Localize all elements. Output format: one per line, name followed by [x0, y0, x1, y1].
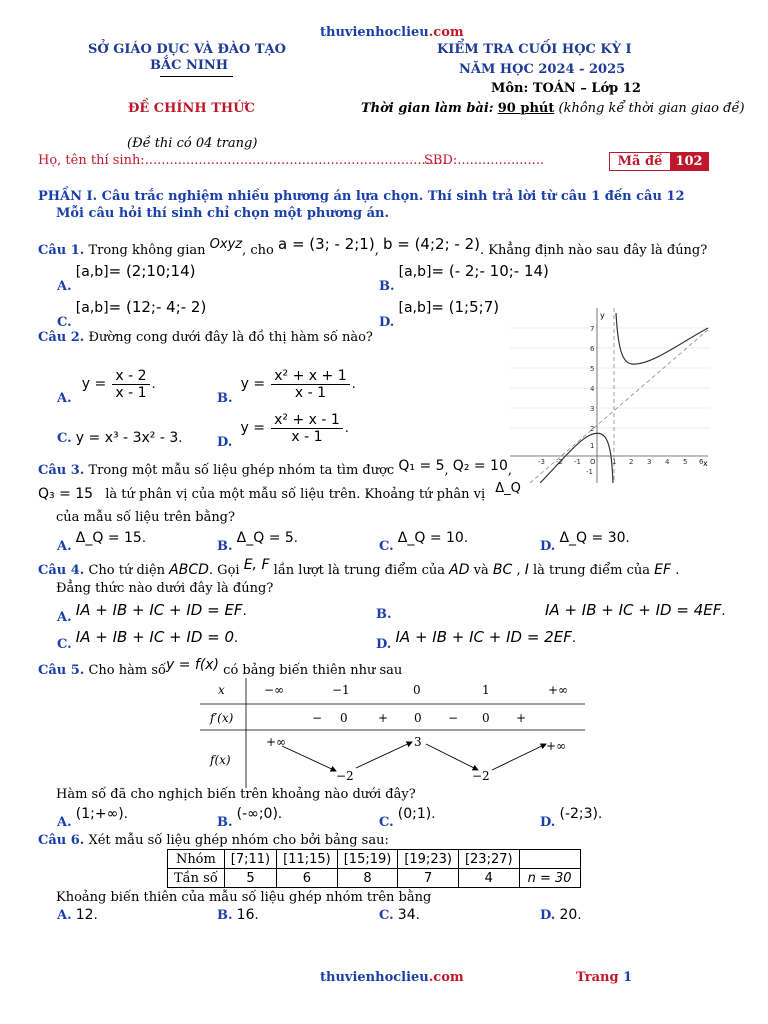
- subject-line: Môn: TOÁN – Lớp 12: [491, 81, 641, 96]
- time-value: 90 phút: [497, 101, 555, 116]
- q6-question: Khoảng biến thiên của mẫu số liệu ghép nhóm trên bằng: [56, 890, 432, 905]
- exam-code-value: 102: [670, 153, 708, 170]
- q5-text1: Cho hàm số: [88, 663, 166, 678]
- q3-q1: Q₁ = 5: [398, 458, 445, 474]
- table-cell: Nhóm: [168, 850, 225, 869]
- q2-text: Đường cong dưới đây là đồ thị hàm số nào?: [88, 330, 373, 345]
- q3-b-text: Δ_Q = 5: [236, 530, 294, 546]
- q5-b-text: (-∞;0): [236, 806, 278, 822]
- q1-d-prod: [a,b]: [398, 300, 432, 316]
- table-cell: [23;27): [458, 850, 519, 869]
- q4-text2: . Gọi: [208, 563, 240, 578]
- q1-c-prod: [a,b]: [75, 300, 109, 316]
- q4-efs: EF: [654, 562, 672, 578]
- q4-i: I: [524, 562, 529, 578]
- q4-b-letter: B.: [376, 607, 392, 622]
- vt-x-value: −1: [332, 683, 350, 697]
- q6-option-d[interactable]: D. 20.: [540, 907, 582, 923]
- q3-q2: Q₂ = 10: [452, 458, 508, 474]
- q3-text3: của mẫu số liệu trên bằng?: [56, 510, 235, 525]
- q2-option-b[interactable]: B. y = $\frac{\text{x² + x + 1}}{x - 1}$ .: [217, 368, 356, 406]
- vt-x-label: x: [218, 683, 225, 697]
- q1-c-text: = (12;- 4;- 2): [108, 298, 207, 316]
- q4-ef: E, F: [243, 557, 270, 573]
- q1-b-text: = (- 2;- 10;- 14): [431, 262, 549, 280]
- time-note: (không kể thời gian giao đề): [558, 101, 745, 116]
- q2-option-a[interactable]: A. y = $\frac{x - 2}{x - 1}$ .: [57, 368, 156, 406]
- x-tick: 1: [612, 458, 617, 466]
- vt-f-label: f(x): [210, 753, 231, 767]
- q3-text1: Trong một mẫu số liệu ghép nhóm ta tìm được: [88, 463, 395, 478]
- table-cell: 4: [458, 869, 519, 888]
- q1-text1: Trong không gian: [88, 243, 206, 258]
- q6-d-text: 20: [559, 907, 578, 923]
- footer-site[interactable]: [320, 970, 464, 985]
- vt-sign: −: [448, 711, 459, 725]
- q1-text3: . Khẳng định nào sau đây là đúng?: [479, 243, 708, 258]
- time-label: Thời gian làm bài:: [361, 101, 494, 116]
- x-tick: 3: [647, 458, 652, 466]
- vt-sign: −: [312, 711, 323, 725]
- q5-d-text: (-2;3): [559, 806, 598, 822]
- q5-label: Câu 5.: [38, 663, 85, 678]
- q6-a-letter: A.: [57, 908, 72, 923]
- x-tick: 4: [665, 458, 670, 466]
- question-6: [38, 833, 389, 848]
- right-branch-curve: [616, 313, 708, 364]
- q4-ad: AD: [449, 562, 470, 578]
- q1-b-letter: B.: [379, 279, 395, 294]
- q3-line2: [38, 481, 521, 502]
- q4-b-text: IA + IB + IC + ID = 4EF: [545, 601, 722, 619]
- q1-vector-b: b = (4;2; - 2): [382, 235, 480, 253]
- y-tick: -1: [586, 468, 593, 476]
- q4-text1: Cho tứ diện: [88, 563, 166, 578]
- x-tick: 6: [699, 458, 704, 466]
- q6-b-text: 16: [236, 907, 255, 923]
- x-tick: -1: [574, 458, 581, 466]
- q3-d-letter: D.: [540, 539, 556, 554]
- x-axis-label: x: [703, 459, 708, 468]
- part1-instruction: Mỗi câu hỏi thí sinh chỉ chọn một phương án.: [56, 206, 389, 221]
- q6-d-letter: D.: [540, 908, 556, 923]
- variation-table: [200, 678, 585, 788]
- site-name: thuvienhoclieu: [320, 25, 429, 40]
- table-cell: [15;19): [337, 850, 398, 869]
- q2-d-y: y =: [240, 420, 265, 436]
- q3-a-text: Δ_Q = 15: [75, 530, 142, 546]
- q1-a-text: = (2;10;14): [108, 262, 196, 280]
- page-number: [576, 970, 632, 985]
- q5-option-a[interactable]: A. (1;+∞).: [57, 806, 128, 830]
- q5-c-text: (0;1): [397, 806, 432, 822]
- province-underline: [160, 76, 233, 77]
- q6-b-letter: B.: [217, 908, 233, 923]
- table-row: [168, 869, 581, 888]
- q2-b-letter: B.: [217, 391, 233, 406]
- q3-label: Câu 3.: [38, 463, 85, 478]
- exam-code-box: [609, 152, 709, 171]
- q3-q3: Q₃ = 15: [38, 486, 94, 502]
- q3-text2: là tứ phân vị của một mẫu số liệu trên. Khoảng tứ phân vị: [105, 487, 486, 502]
- q6-option-a[interactable]: A. 12.: [57, 907, 98, 923]
- site-tld: .com: [428, 25, 464, 40]
- site-header[interactable]: [320, 25, 464, 40]
- q5-option-b[interactable]: B. (-∞;0).: [217, 806, 283, 830]
- q2-b-y: y =: [240, 376, 266, 392]
- vt-f-value: +∞: [266, 735, 287, 749]
- question-5: [38, 657, 403, 678]
- q1-option-b[interactable]: [379, 262, 549, 294]
- function-graph: [510, 308, 710, 483]
- q1-d-letter: D.: [379, 315, 395, 330]
- department-line: SỞ GIÁO DỤC VÀ ĐÀO TẠO: [88, 42, 286, 57]
- vt-f-value: 3: [414, 735, 422, 749]
- y-tick: 4: [590, 385, 595, 393]
- y-tick: 6: [590, 345, 595, 353]
- vt-arrow-up: [492, 744, 546, 770]
- q2-c-letter: C.: [57, 431, 72, 446]
- table-cell: [11;15): [277, 850, 338, 869]
- q5-option-d[interactable]: D. (-2;3).: [540, 806, 603, 830]
- q5-question: Hàm số đã cho nghịch biến trên khoảng nào dưới đây?: [56, 787, 416, 802]
- vt-f-value: −2: [472, 769, 490, 783]
- q6-option-b[interactable]: B. 16.: [217, 907, 259, 923]
- q3-c-letter: C.: [379, 539, 394, 554]
- province-line: BẮC NINH: [150, 58, 229, 73]
- q6-label: Câu 6.: [38, 833, 85, 848]
- footer-site-tld: .com: [428, 970, 464, 985]
- q4-c-text: IA + IB + IC + ID = 0: [75, 628, 235, 646]
- table-cell: [519, 850, 580, 869]
- q5-option-c[interactable]: C. (0;1).: [379, 806, 436, 830]
- q5-d-letter: D.: [540, 815, 556, 830]
- q2-option-d[interactable]: D. y = $\frac{\text{x² + x - 1}}{x - 1}$ .: [217, 412, 349, 450]
- pages-note: (Đề thi có 04 trang): [127, 136, 258, 151]
- question-4: Câu 4. Cho tứ diện ABCD. Gọi E, F lần lượt là trung điểm của AD và BC , I là trung điểm của EF .: [38, 557, 680, 578]
- q5-c-letter: C.: [379, 815, 394, 830]
- y-tick: 2: [590, 425, 595, 433]
- vt-x-value: 0: [413, 683, 421, 697]
- y-axis-label: y: [600, 311, 605, 320]
- q2-option-c[interactable]: C. y = x³ - 3x² - 3.: [57, 430, 183, 446]
- q1-text2: , cho: [242, 243, 274, 258]
- x-tick: -2: [556, 458, 563, 466]
- q1-space: Oxyz: [209, 237, 243, 252]
- y-tick: 1: [590, 442, 595, 450]
- vt-sign: 0: [340, 711, 348, 725]
- q4-text4: và: [473, 563, 489, 578]
- page-num: 1: [623, 970, 633, 985]
- q6-c-text: 34: [397, 907, 416, 923]
- q4-option-c[interactable]: C. IA + IB + IC + ID = 0.: [57, 628, 239, 652]
- q6-c-letter: C.: [379, 908, 394, 923]
- q5-text2: có bảng biến thiên như sau: [223, 663, 403, 678]
- q4-bc: BC: [492, 562, 513, 578]
- footer-site-name: thuvienhoclieu: [320, 970, 429, 985]
- official-label: ĐỀ CHÍNH THỨC: [128, 101, 255, 116]
- q6-text: Xét mẫu số liệu ghép nhóm cho bởi bảng sau:: [88, 833, 389, 848]
- q3-option-a[interactable]: A. Δ_Q = 15.: [57, 530, 146, 554]
- exam-code-label: Mã đề: [617, 154, 663, 169]
- q2-label: Câu 2.: [38, 330, 85, 345]
- q3-a-letter: A.: [57, 539, 72, 554]
- q1-vector-a: a = (3; - 2;1): [278, 235, 375, 253]
- x-tick: -3: [538, 458, 545, 466]
- exam-title: KIỂM TRA CUỐI HỌC KỲ I: [437, 42, 632, 57]
- q5-a-letter: A.: [57, 815, 72, 830]
- table-cell: [7;11): [224, 850, 276, 869]
- question-2: [38, 330, 373, 345]
- q4-abcd: ABCD: [169, 562, 209, 578]
- table-row: [168, 850, 581, 869]
- page-label: Trang: [576, 970, 619, 985]
- q1-option-d[interactable]: [379, 298, 500, 330]
- q2-a-den: x - 1: [115, 385, 147, 401]
- vt-fp-label: f′(x): [210, 711, 234, 725]
- q4-option-a[interactable]: A. IA + IB + IC + ID = EF.: [57, 601, 247, 625]
- vt-x-value: 1: [482, 683, 490, 697]
- time-line: [361, 101, 745, 116]
- q5-fx: y = f(x): [165, 657, 220, 673]
- vt-f-value: +∞: [546, 739, 567, 753]
- x-tick: 2: [629, 458, 634, 466]
- q1-b-prod: [a,b]: [398, 264, 432, 280]
- y-tick: 3: [590, 405, 595, 413]
- q1-a-letter: A.: [57, 279, 72, 294]
- table-cell: 5: [224, 869, 276, 888]
- table-cell: 7: [398, 869, 459, 888]
- q5-a-text: (1;+∞): [75, 806, 124, 822]
- table-cell: n = 30: [519, 869, 580, 888]
- q4-c-letter: C.: [57, 637, 72, 652]
- q2-a-letter: A.: [57, 391, 72, 406]
- q2-b-den: x - 1: [294, 385, 327, 401]
- vt-sign: +: [516, 711, 527, 725]
- q1-c-letter: C.: [57, 315, 72, 330]
- q2-d-den: x - 1: [291, 429, 323, 445]
- vt-sign: 0: [414, 711, 422, 725]
- x-tick: 5: [683, 458, 688, 466]
- q1-option-c[interactable]: [57, 298, 207, 330]
- q1-a-prod: [a,b]: [75, 264, 109, 280]
- question-1: Câu 1. Trong không gian Oxyz, cho a = (3; - 2;1), b = (4;2; - 2). Khẳng định nào sau đây là đúng?: [38, 235, 708, 258]
- q1-label: Câu 1.: [38, 243, 85, 258]
- q4-label: Câu 4.: [38, 563, 85, 578]
- vt-arrow-down: [282, 746, 336, 771]
- vt-sign: +: [378, 711, 389, 725]
- student-name-field: Họ, tên thí sinh:.........................................................................: [38, 153, 447, 168]
- y-tick: 7: [590, 325, 595, 333]
- vt-x-value: +∞: [548, 683, 569, 697]
- q3-b-letter: B.: [217, 539, 233, 554]
- frequency-table: [167, 849, 581, 888]
- q4-text3: lần lượt là trung điểm của: [273, 563, 446, 578]
- q3-option-b[interactable]: B. Δ_Q = 5.: [217, 530, 298, 554]
- q2-b-num: x² + x + 1: [271, 368, 349, 385]
- table-cell: Tần số: [168, 869, 225, 888]
- y-tick: 5: [590, 365, 595, 373]
- part1-title: PHẦN I. Câu trắc nghiệm nhiều phương án lựa chọn. Thí sinh trả lời từ câu 1 đến câu 12: [38, 189, 685, 204]
- vt-f-value: −2: [336, 769, 354, 783]
- vt-arrow-up: [356, 742, 412, 768]
- q3-d-text: Δ_Q = 30: [559, 530, 626, 546]
- q4-option-b-text: IA + IB + IC + ID = 4EF.: [545, 601, 726, 619]
- q3-c-text: Δ_Q = 10: [397, 530, 464, 546]
- q2-a-num: x - 2: [112, 368, 149, 385]
- q3-option-c[interactable]: C. Δ_Q = 10.: [379, 530, 468, 554]
- sbd-field: SBD:.....................: [424, 153, 545, 168]
- q4-text5: là trung điểm của: [533, 563, 651, 578]
- q2-d-num: x² + x - 1: [271, 412, 343, 429]
- school-year: NĂM HỌC 2024 - 2025: [459, 62, 626, 77]
- q5-b-letter: B.: [217, 815, 233, 830]
- question-3: Câu 3. Trong một mẫu số liệu ghép nhóm ta tìm được Q₁ = 5, Q₂ = 10,: [38, 458, 513, 478]
- q4-d-letter: D.: [376, 637, 392, 652]
- q1-d-text: = (1;5;7): [431, 298, 500, 316]
- table-cell: 6: [277, 869, 338, 888]
- q2-d-letter: D.: [217, 435, 233, 450]
- q3-dq: Δ_Q: [495, 481, 521, 496]
- q2-a-y: y =: [81, 376, 107, 392]
- q6-a-text: 12: [75, 907, 94, 923]
- x-tick: O: [590, 458, 596, 466]
- q1-option-a[interactable]: [57, 262, 196, 294]
- table-cell: 8: [337, 869, 398, 888]
- vt-x-value: −∞: [264, 683, 285, 697]
- q6-option-c[interactable]: C. 34.: [379, 907, 420, 923]
- q4-d-text: IA + IB + IC + ID = 2EF: [395, 628, 572, 646]
- q3-option-d[interactable]: D. Δ_Q = 30.: [540, 530, 630, 554]
- vt-arrow-down: [426, 744, 478, 770]
- vt-sign: 0: [482, 711, 490, 725]
- q4-option-d[interactable]: D. IA + IB + IC + ID = 2EF.: [376, 628, 576, 652]
- q4-a-text: IA + IB + IC + ID = EF: [75, 601, 243, 619]
- q2-c-text: y = x³ - 3x² - 3: [75, 430, 179, 446]
- q4-a-letter: A.: [57, 610, 72, 625]
- q4-option-b[interactable]: [376, 601, 392, 622]
- table-cell: [19;23): [398, 850, 459, 869]
- q4-text6: Đẳng thức nào dưới đây là đúng?: [56, 581, 274, 596]
